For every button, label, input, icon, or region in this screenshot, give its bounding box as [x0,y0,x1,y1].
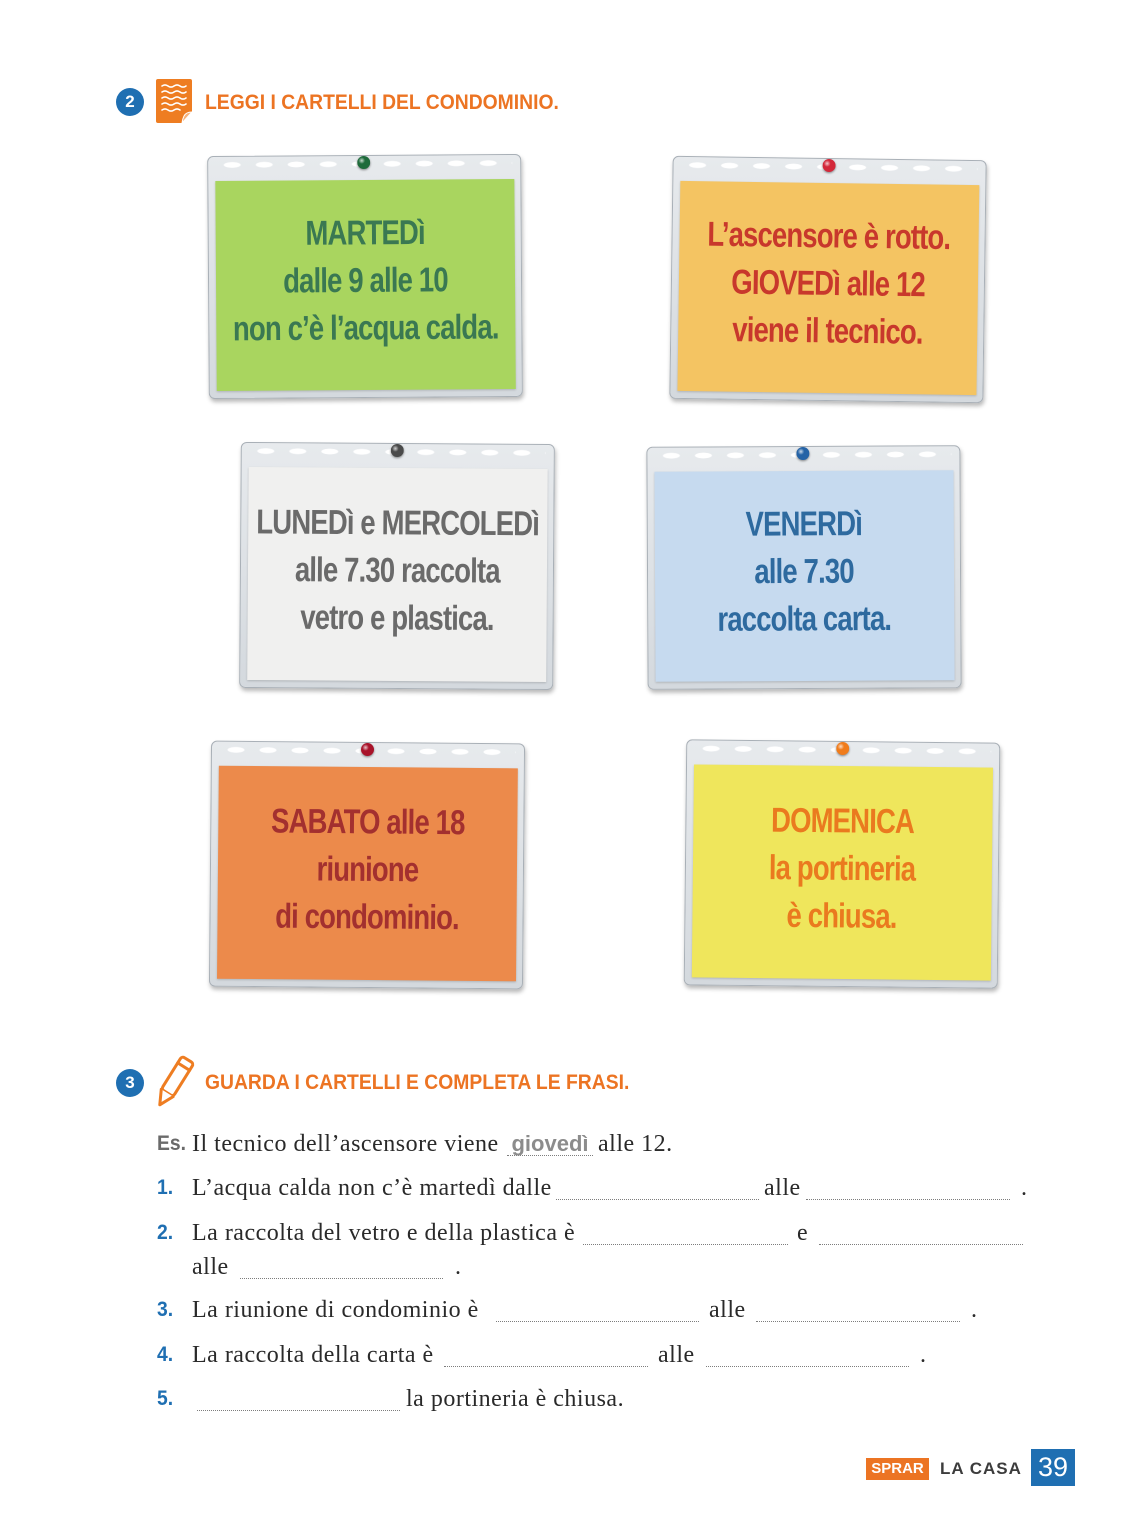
answer-blank [444,1340,648,1367]
item-end: . [920,1342,927,1368]
answer-blank [819,1218,1023,1245]
item-text: La raccolta della carta è [192,1342,434,1368]
sign-line: la portineria [769,847,916,888]
sign-line: non c’è l’acqua calda. [232,307,499,348]
sign-elevator-broken [669,156,986,403]
sign-line: VENERDì [745,503,863,544]
sign-line: dalle 9 alle 10 [283,259,448,301]
sign-line: viene il tecnico. [732,309,924,352]
sign-paper [217,766,518,982]
item-number: 3. [157,1298,174,1321]
example-answer: giovedì [507,1129,593,1156]
sign-line: vetro e plastica. [300,596,494,638]
pushpin [357,156,370,169]
sign-line: riunione [316,848,419,889]
sign-line: è chiusa. [786,895,898,936]
sign-line: SABATO alle 18 [271,800,465,842]
item-connector: alle [709,1297,746,1323]
answer-blank [806,1173,1010,1200]
sign-porter-office-closed [684,739,1001,988]
answer-blank [496,1295,699,1322]
sign-line: raccolta carta. [717,598,892,639]
item-text: La riunione di condominio è [192,1297,479,1323]
exercise-item-3 [0,1295,1136,1325]
example-text-after: alle 12. [598,1131,673,1157]
sign-paper [215,179,515,391]
answer-blank [197,1384,400,1411]
pencil-icon [152,1052,196,1114]
section-number-badge: 3 [116,1069,144,1097]
item-end: . [455,1254,462,1280]
sign-line: DOMENICA [771,799,915,841]
sign-line: alle 7.30 raccolta [294,549,501,590]
sign-paper [692,764,993,980]
sign-text [706,210,951,356]
pushpin [836,742,849,755]
item-number: 5. [157,1387,174,1410]
sign-line: L’ascensore è rotto. [707,214,951,257]
item-connector: alle [764,1175,801,1201]
sign-line: MARTEDì [305,212,425,253]
sign-line: di condominio. [275,895,460,937]
page-number: 39 [1031,1449,1075,1486]
sign-text [256,497,540,642]
answer-blank [556,1173,759,1200]
sign-tuesday-hot-water [207,154,523,399]
sign-text [717,499,891,642]
pushpin [361,743,374,756]
item-end: . [1021,1175,1028,1201]
item-connector: e [797,1220,809,1246]
sign-line: GIOVEDì alle 12 [731,262,926,304]
sign-line: alle 7.30 [754,551,855,591]
answer-blank [756,1295,960,1322]
item-text: L’acqua calda non c’è martedì dalle [192,1175,552,1201]
item-continuation: alle [192,1254,229,1280]
sign-paper [654,470,954,682]
item-connector: alle [658,1342,695,1368]
item-end: . [971,1297,978,1323]
sign-paper-collection [646,445,961,690]
exercise-item-1 [0,1173,1136,1203]
footer-chapter-title: LA CASA [940,1459,1022,1478]
exercise-item-5 [0,1384,1136,1414]
section-number-badge: 2 [116,88,144,116]
item-text: la portineria è chiusa. [406,1386,625,1412]
item-number: 4. [157,1343,174,1366]
pushpin [796,447,809,460]
answer-blank [240,1252,443,1279]
section-title: GUARDA I CARTELLI E COMPLETA LE FRASI. [205,1071,630,1094]
section-title: LEGGI I CARTELLI DEL CONDOMINIO. [205,91,559,114]
example-text-before: Il tecnico dell’ascensore viene [192,1131,499,1157]
pushpin [391,444,404,457]
example-label: Es. [157,1132,187,1155]
sign-text [270,796,465,940]
sign-condo-meeting [209,741,525,990]
sign-text [232,208,499,352]
answer-blank [706,1340,909,1367]
footer-tag: SPRAR [866,1458,929,1480]
pushpin [823,159,836,172]
item-text: La raccolta del vetro e della plastica è [192,1220,576,1246]
exercise-item-2-continued [0,1252,1136,1282]
exercise-item-4 [0,1340,1136,1370]
item-number: 2. [157,1221,174,1244]
exercise-example [0,1129,1136,1159]
exercise-item-2 [0,1218,1136,1248]
sign-line: LUNEDì e MERCOLEDì [256,501,540,543]
answer-blank [583,1218,788,1245]
sign-text [769,795,917,939]
sign-paper [247,467,547,682]
sign-glass-plastic-collection [239,442,555,690]
sign-paper [677,181,979,395]
notebook-icon [155,78,193,124]
item-number: 1. [157,1176,174,1199]
